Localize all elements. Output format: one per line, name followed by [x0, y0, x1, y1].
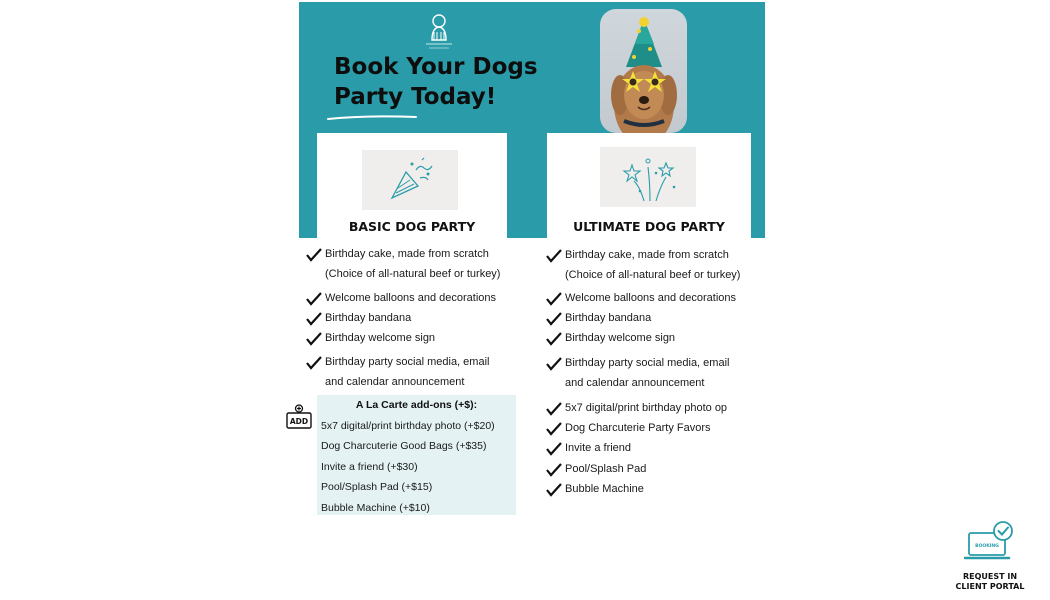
feature-text: Birthday cake, made from scratch: [565, 249, 729, 261]
basic-feature: [306, 356, 489, 392]
headline-line-2: Party Today!: [334, 84, 497, 110]
checkmark-icon: [306, 292, 322, 306]
party-dog-image: [600, 9, 687, 133]
addons-title: A La Carte add-ons (+$):: [355, 399, 478, 411]
ultimate-feature: [546, 442, 631, 458]
feature-text: (Choice of all-natural beef or turkey): [565, 269, 741, 281]
feature-text: Welcome balloons and decorations: [325, 292, 497, 304]
checkmark-icon: [306, 248, 322, 262]
checkmark-icon: [546, 463, 562, 477]
checkmark-icon: [546, 292, 562, 306]
checkmark-icon: [306, 356, 322, 370]
ultimate-party-card: [547, 133, 751, 238]
basic-feature: [306, 292, 496, 308]
feature-text: Birthday bandana: [325, 312, 412, 324]
addon-item: Pool/Splash Pad (+$15): [321, 481, 433, 493]
checkmark-icon: [546, 312, 562, 326]
feature-text: Dog Charcuterie Party Favors: [565, 422, 711, 434]
dog-photo: [600, 9, 687, 133]
ultimate-feature: [546, 357, 729, 393]
booking-link[interactable]: [950, 572, 1030, 592]
checkmark-icon: [546, 442, 562, 456]
feature-text: and calendar announcement: [325, 376, 465, 388]
basic-party-card: [317, 133, 507, 238]
booking-laptop-icon[interactable]: [964, 521, 1016, 563]
basic-feature: [306, 332, 435, 348]
checkmark-icon: [546, 422, 562, 436]
checkmark-icon: [546, 357, 562, 371]
feature-text: and calendar announcement: [565, 377, 705, 389]
feature-text: Birthday party social media, email: [325, 356, 490, 368]
dog-logo-icon: [418, 10, 460, 52]
fireworks-icon: [600, 147, 696, 207]
feature-text: Bubble Machine: [565, 483, 644, 495]
addons-panel: [317, 395, 516, 515]
addon-item: Dog Charcuterie Good Bags (+$35): [321, 440, 487, 452]
ultimate-feature: [546, 292, 736, 308]
basic-card-title: BASIC DOG PARTY: [348, 219, 476, 234]
ultimate-feature: [546, 312, 651, 328]
booking-label-line-2: CLIENT PORTAL: [955, 582, 1025, 591]
party-popper-icon: [362, 150, 458, 210]
feature-text: Birthday cake, made from scratch: [325, 248, 489, 260]
checkmark-icon: [546, 332, 562, 346]
addon-item: Bubble Machine (+$10): [321, 502, 430, 514]
checkmark-icon: [546, 402, 562, 416]
page-title: [334, 52, 574, 112]
feature-text: (Choice of all-natural beef or turkey): [325, 268, 501, 280]
ultimate-feature: [546, 249, 740, 285]
feature-text: Birthday bandana: [565, 312, 652, 324]
booking-icon-text: BOOKING: [975, 544, 999, 549]
feature-text: Birthday welcome sign: [325, 332, 436, 344]
addon-item: 5x7 digital/print birthday photo (+$20): [321, 420, 495, 432]
add-icon: [286, 404, 312, 430]
booking-label-line-1: REQUEST IN: [962, 572, 1018, 581]
checkmark-icon: [546, 249, 562, 263]
underline-swoosh: [326, 110, 418, 122]
ultimate-feature: [546, 422, 711, 438]
checkmark-icon: [306, 312, 322, 326]
checkmark-icon: [306, 332, 322, 346]
addon-item: Invite a friend (+$30): [321, 461, 418, 473]
add-icon-text: ADD: [289, 417, 309, 426]
checkmark-icon: [546, 483, 562, 497]
ultimate-feature: [546, 463, 646, 479]
headline-line-1: Book Your Dogs: [334, 54, 538, 80]
basic-icon-box: [362, 150, 458, 210]
ultimate-feature: [546, 402, 727, 418]
feature-text: Welcome balloons and decorations: [565, 292, 737, 304]
feature-text: Birthday party social media, email: [565, 357, 730, 369]
feature-text: Invite a friend: [565, 442, 632, 454]
basic-feature: [306, 312, 411, 328]
feature-text: Birthday welcome sign: [565, 332, 676, 344]
feature-text: 5x7 digital/print birthday photo op: [565, 402, 728, 414]
basic-feature: [306, 248, 500, 284]
ultimate-feature: [546, 332, 675, 348]
ultimate-card-title: ULTIMATE DOG PARTY: [573, 219, 725, 234]
ultimate-feature: [546, 483, 644, 499]
feature-text: Pool/Splash Pad: [565, 463, 647, 475]
ultimate-icon-box: [600, 147, 696, 207]
